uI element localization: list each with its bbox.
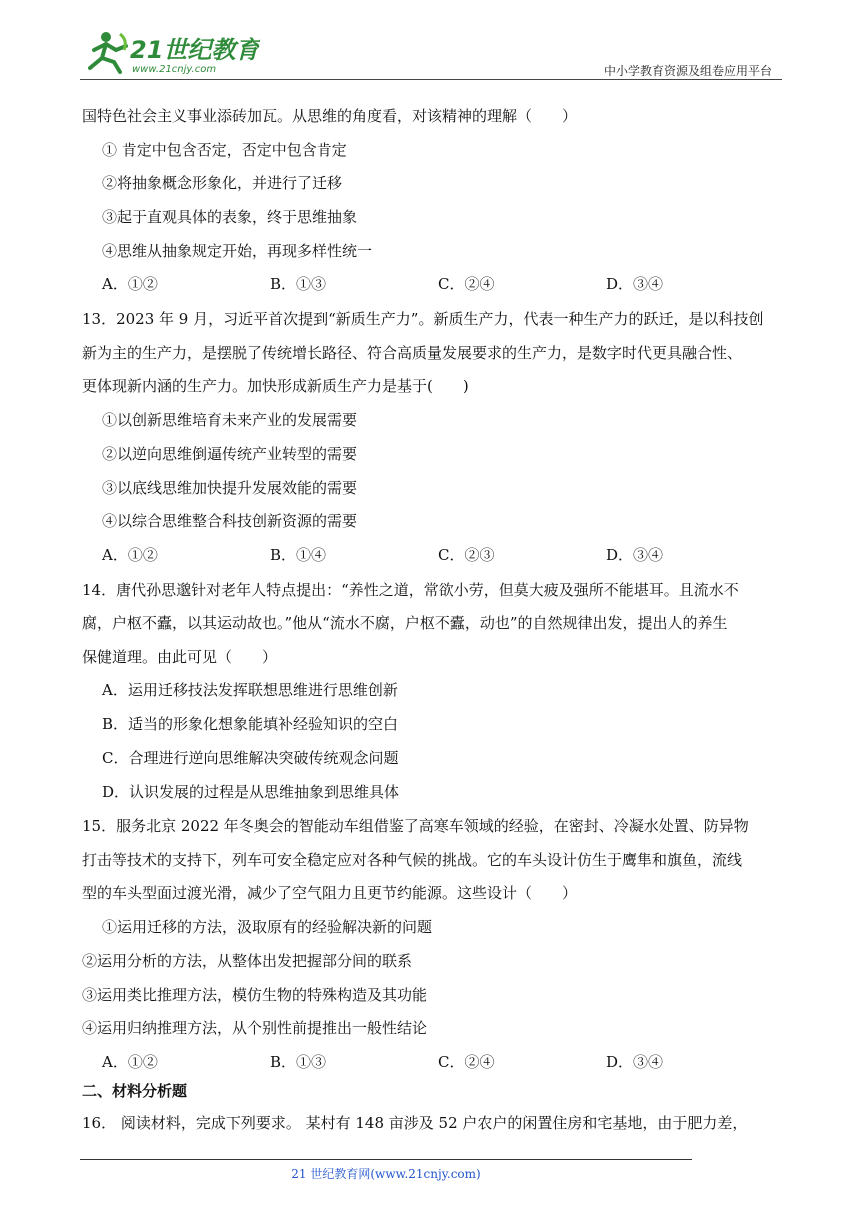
choice-c[interactable]: C．②④ (438, 275, 495, 293)
q15-item-2: ②运用分析的方法，从整体出发把握部分间的联系 (82, 952, 413, 970)
q13-stem-line-1: 13．2023 年 9 月，习近平首次提到“新质生产力”。新质生产力，代表一种生产力的跃迁，是以科技创 (82, 310, 764, 328)
q16-stem-line-1: 16． 阅读材料，完成下列要求。 某村有 148 亩涉及 52 户农户的闲置住房和宅基地，由于肥力差， (82, 1114, 748, 1132)
q15-stem-line-3: 型的车头型面过渡光滑，减少了空气阻力且更节约能源。这些设计（ ） (82, 884, 578, 902)
footer-divider (80, 1159, 692, 1160)
choice-a[interactable]: A．①② (102, 275, 158, 293)
q13-stem-line-2: 新为主的生产力，是摆脱了传统增长路径、符合高质量发展要求的生产力，是数字时代更具融合性、 (82, 344, 743, 362)
choice-d[interactable]: D．③④ (606, 1053, 664, 1071)
q13-item-4: ④以综合思维整合科技创新资源的需要 (102, 512, 358, 530)
choice-c[interactable]: C．②④ (438, 1053, 495, 1071)
q14-option-d[interactable]: D．认识发展的过程是从思维抽象到思维具体 (102, 783, 400, 801)
q15-item-4: ④运用归纳推理方法，从个别性前提推出一般性结论 (82, 1019, 428, 1037)
svg-text:21世纪教育: 21世纪教育 (130, 36, 260, 64)
q14-option-b[interactable]: B．适当的形象化想象能填补经验知识的空白 (102, 715, 399, 733)
choice-a[interactable]: A．①② (102, 1053, 158, 1071)
q14-option-c[interactable]: C．合理进行逆向思维解决突破传统观念问题 (102, 749, 399, 767)
q12-stem: 国特色社会主义事业添砖加瓦。从思维的角度看，对该精神的理解（ ） (82, 107, 578, 125)
platform-name: 中小学教育资源及组卷应用平台 (603, 64, 772, 78)
choice-b[interactable]: B．①④ (270, 546, 327, 564)
header-divider (80, 79, 782, 80)
choice-b[interactable]: B．①③ (270, 275, 327, 293)
q15-stem-line-2: 打击等技术的支持下，列车可安全稳定应对各种气候的挑战。它的车头设计仿生于鹰隼和旗鱼，流线 (82, 851, 743, 869)
q12-item-1: ① 肯定中包含否定，否定中包含肯定 (102, 141, 347, 159)
page-header (80, 28, 780, 80)
q14-stem-line-1: 14．唐代孙思邈针对老年人特点提出：“养性之道，常欲小劳，但莫大疲及强所不能堪耳。且流水不 (82, 581, 739, 599)
svg-text:www.21cnjy.com: www.21cnjy.com (132, 64, 217, 75)
q13-item-3: ③以底线思维加快提升发展效能的需要 (102, 479, 358, 497)
choice-a[interactable]: A．①② (102, 546, 158, 564)
choice-d[interactable]: D．③④ (606, 546, 664, 564)
q12-item-4: ④思维从抽象规定开始，再现多样性统一 (102, 242, 373, 260)
q13-item-2: ②以逆向思维倒逼传统产业转型的需要 (102, 445, 358, 463)
footer-source: 21 世纪教育网(www.21cnjy.com) (291, 1167, 481, 1181)
q15-stem-line-1: 15．服务北京 2022 年冬奥会的智能动车组借鉴了高寒车领域的经验，在密封、冷凝水处置、防异物 (82, 817, 749, 835)
q13-stem-line-3: 更体现新内涵的生产力。加快形成新质生产力是基于( ) (82, 377, 469, 395)
q12-item-2: ②将抽象概念形象化，并进行了迁移 (102, 174, 343, 192)
section-title: 二、材料分析题 (82, 1082, 188, 1100)
q15-item-3: ③运用类比推理方法，模仿生物的特殊构造及其功能 (82, 986, 428, 1004)
q14-stem-line-3: 保健道理。由此可见（ ） (82, 648, 278, 666)
q14-stem-line-2: 腐，户枢不蠹，以其运动故也。”他从“流水不腐，户枢不蠹，动也”的自然规律出发，提出人的养生 (82, 614, 728, 632)
logo-21cnjy (80, 28, 260, 76)
choice-c[interactable]: C．②③ (438, 546, 495, 564)
q14-option-a[interactable]: A．运用迁移技法发挥联想思维进行思维创新 (102, 681, 398, 699)
choice-b[interactable]: B．①③ (270, 1053, 327, 1071)
q12-item-3: ③起于直观具体的表象，终于思维抽象 (102, 208, 358, 226)
choice-d[interactable]: D．③④ (606, 275, 664, 293)
q15-item-1: ①运用迁移的方法，汲取原有的经验解决新的问题 (102, 918, 433, 936)
q13-item-1: ①以创新思维培育未来产业的发展需要 (102, 411, 358, 429)
